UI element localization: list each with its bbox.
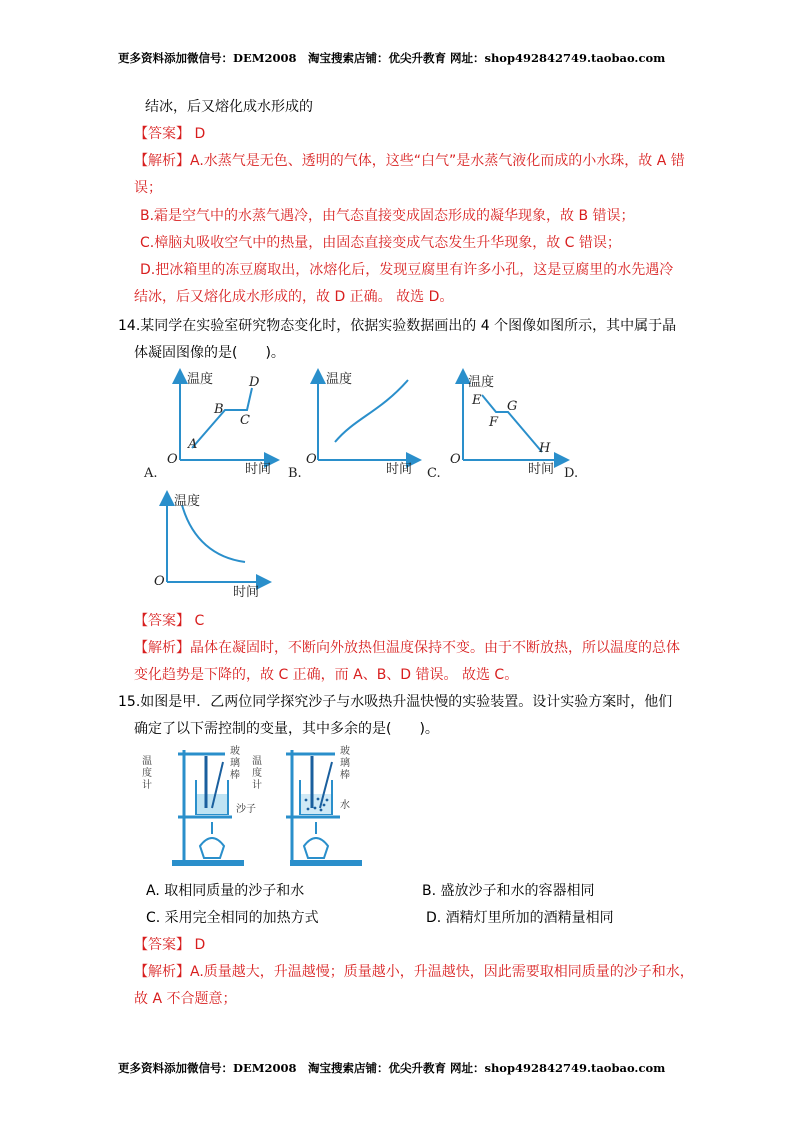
answer-label: 【答案】 [134,613,190,629]
q14-graphs-figure [130,360,600,610]
graph-a-origin: O [167,452,178,467]
q14-stem-line1: 14.某同学在实验室研究物态变化时，依据实验数据画出的 4 个图像如图所示，其中属于晶 [118,318,677,334]
option-d-label: D. [564,466,579,481]
option-a-label: A. [144,466,158,481]
graph-a-point-d: D [249,375,260,390]
analysis-label: 【解析】 [134,640,190,656]
q13-analysis-line2: 误； [134,180,162,196]
q15-option-a: A. 取相同质量的沙子和水 [146,883,305,899]
graph-c-point-e: E [472,393,482,408]
answer-label: 【答案】 [134,937,190,953]
graph-c-point-f: F [489,415,499,430]
q15-option-b: B. 盛放沙子和水的容器相同 [422,883,595,899]
q14-stem-line2: 体凝固图像的是( )。 [134,345,285,361]
q13-analysis-b: B.霜是空气中的水蒸气遇冷，由气态直接变成固态形成的凝华现象，故 B 错误； [140,208,635,224]
option-b-label: B. [288,466,302,481]
label-thermometer-1: 温度计 [142,756,152,791]
q15-answer [134,934,205,954]
q13-continuation: 结冰，后又熔化成水形成的 [145,99,313,115]
graph-c-origin: O [450,452,461,467]
graph-b-origin: O [306,452,317,467]
q15-option-c: C. 采用完全相同的加热方式 [146,910,319,926]
graph-d-ylabel: 温度 [174,494,201,509]
q15-apparatus-figure [140,742,370,872]
answer-value: C [194,613,205,629]
label-glass-rod-2: 玻璃棒 [340,746,350,781]
graph-d-curve [182,505,245,562]
q13-answer [134,123,205,143]
graph-c-point-h: H [539,441,551,456]
answer-value: D [194,937,206,953]
apparatus-water [286,750,362,866]
graph-d-xlabel: 时间 [233,585,260,600]
graph-a-point-c: C [240,413,250,428]
analysis-text: A.水蒸气是无色、透明的气体，这些“白气”是水蒸气液化而成的小水珠，故 A 错 [190,153,685,169]
label-water: 水 [340,800,350,811]
q14-analysis-line1 [134,637,680,657]
analysis-label: 【解析】 [134,964,190,980]
analysis-text: A.质量越大，升温越慢；质量越小，升温越快，因此需要取相同质量的沙子和水， [190,964,694,980]
graph-c-point-g: G [507,399,518,414]
analysis-label: 【解析】 [134,153,190,169]
option-c-label: C. [427,466,441,481]
label-thermometer-2: 温度计 [252,756,262,791]
page-header: 更多资料添加微信号：DEM2008 淘宝搜索店铺：优尖升教育 网址：shop492842749.taobao.com [118,51,666,65]
q15-analysis-line1 [134,961,694,981]
graph-d-origin: O [154,574,165,589]
q15-analysis-line2: 故 A 不合题意； [134,991,237,1007]
graph-a-ylabel: 温度 [187,372,214,387]
q13-analysis-c: C.樟脑丸吸收空气中的热量，由固态直接变成气态发生升华现象，故 C 错误； [140,235,621,251]
graph-b-ylabel: 温度 [326,372,353,387]
analysis-text: 晶体在凝固时，不断向外放热但温度保持不变。由于不断放热，所以温度的总体 [190,640,680,656]
graph-a-xlabel: 时间 [245,462,272,477]
page-footer: 更多资料添加微信号：DEM2008 淘宝搜索店铺：优尖升教育 网址：shop492842749.taobao.com [118,1061,666,1075]
q13-analysis-d1: D.把冰箱里的冻豆腐取出，冰熔化后，发现豆腐里有许多小孔，这是豆腐里的水先遇冷 [140,262,674,278]
q13-analysis-d2: 结冰，后又熔化成水形成的，故 D 正确。 故选 D。 [134,289,454,305]
graph-b-curve [335,380,408,442]
q14-analysis-line2: 变化趋势是下降的，故 C 正确，而 A、B、D 错误。 故选 C。 [134,667,519,683]
q15-stem-line2: 确定了以下需控制的变量，其中多余的是( )。 [134,721,439,737]
graph-a-point-a: A [188,437,198,452]
graph-c-xlabel: 时间 [528,462,555,477]
graph-c-ylabel: 温度 [468,375,495,390]
graph-a-point-b: B [214,402,224,417]
label-glass-rod-1: 玻璃棒 [230,746,240,781]
q14-answer [134,610,204,630]
answer-value: D [194,126,206,142]
graph-b-xlabel: 时间 [386,462,413,477]
q15-stem-line1: 15.如图是甲．乙两位同学探究沙子与水吸热升温快慢的实验装置。设计实验方案时，他们 [118,694,673,710]
label-sand: 沙子 [236,804,256,815]
answer-label: 【答案】 [134,126,190,142]
q15-option-d: D. 酒精灯里所加的酒精量相同 [426,910,614,926]
q13-analysis-line1 [134,150,685,170]
